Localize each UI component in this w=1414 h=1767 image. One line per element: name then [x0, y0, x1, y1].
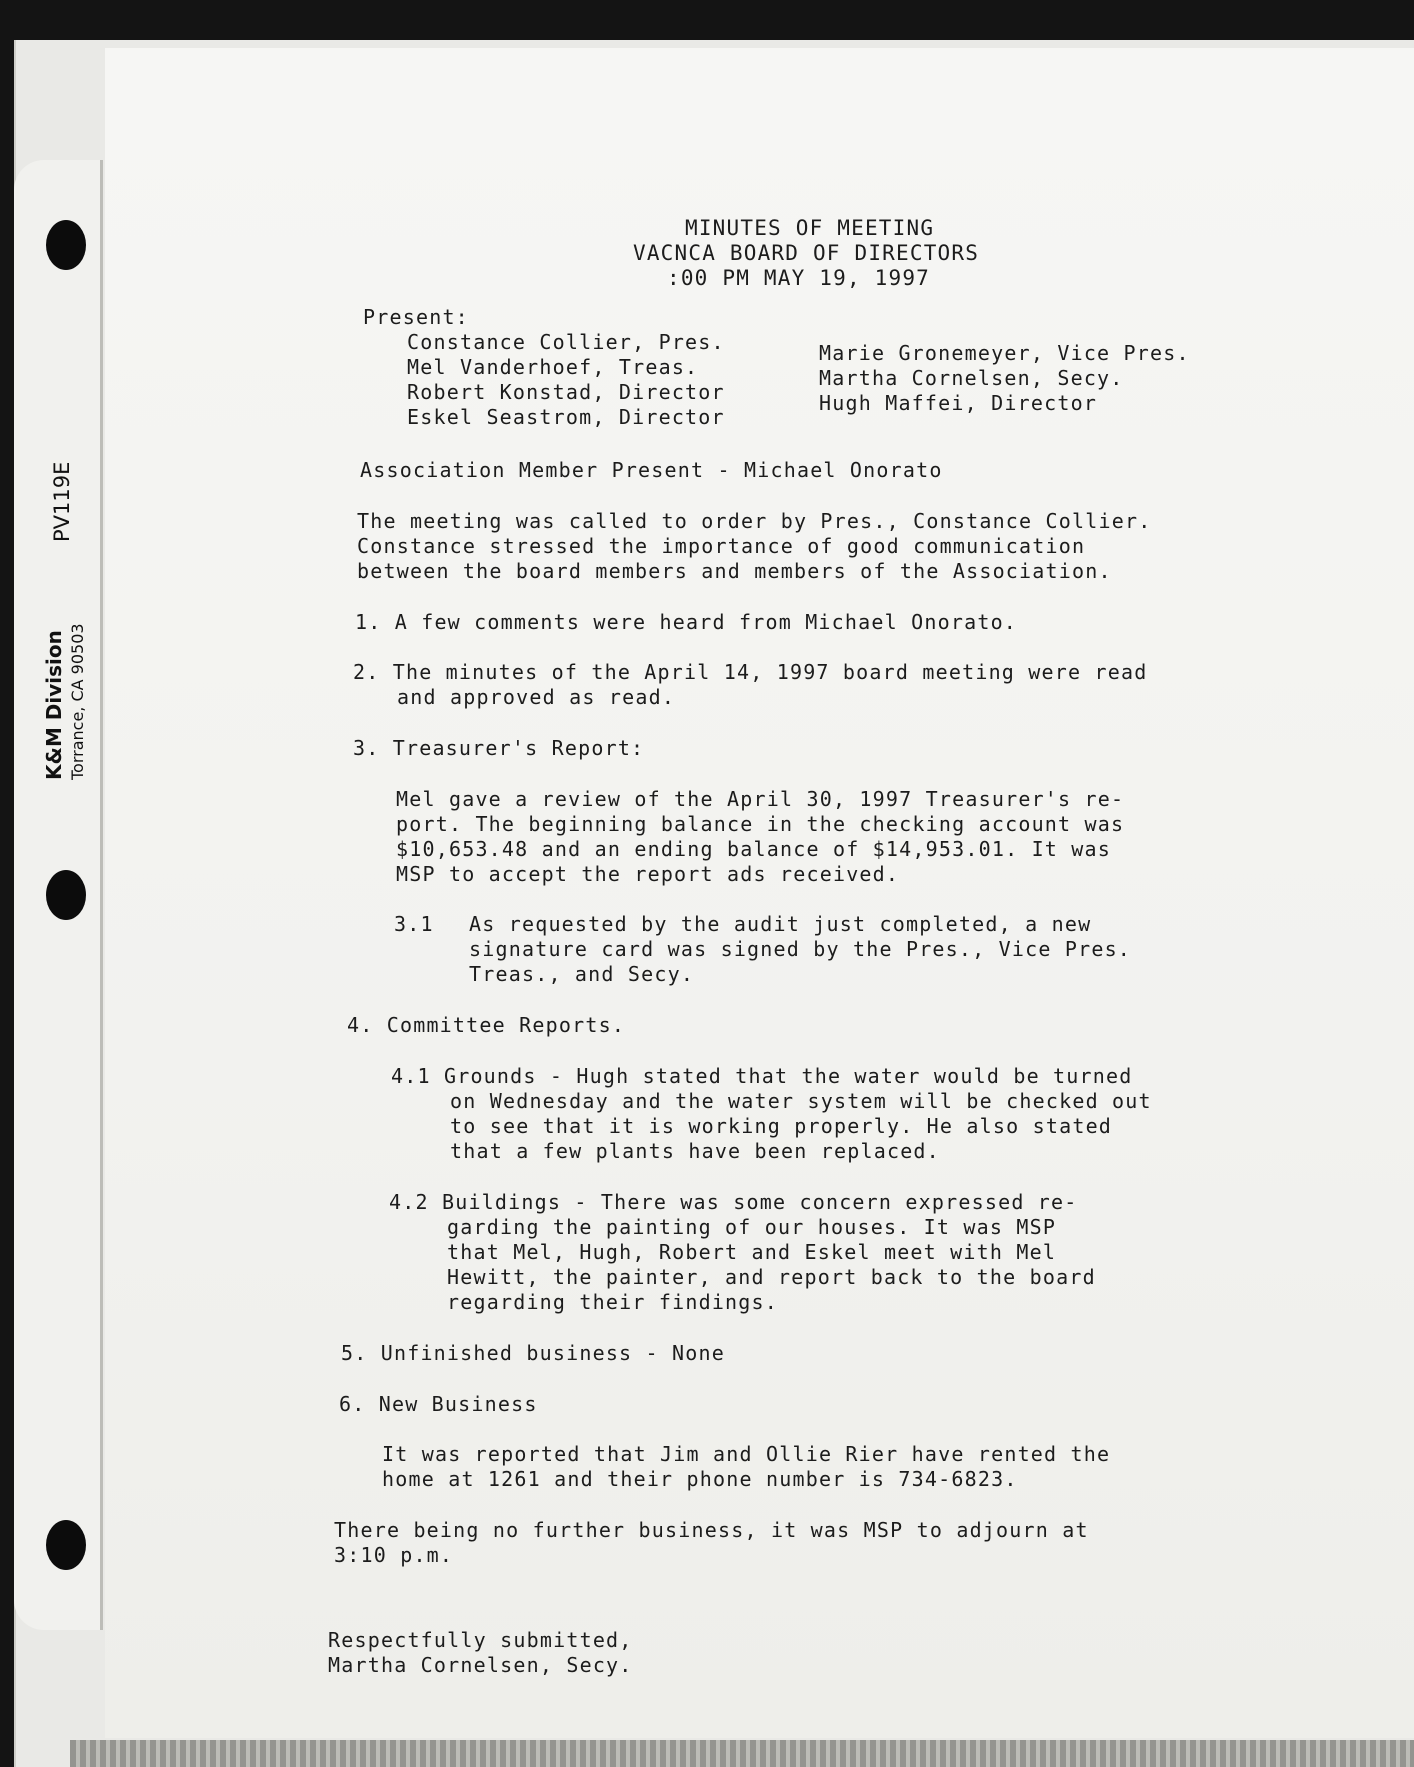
item-3-line-2: port. The beginning balance in the checking account was: [396, 812, 1125, 836]
item-4-2-line-1: 4.2 Buildings - There was some concern expressed re-: [389, 1190, 1078, 1214]
present-right-1: Marie Gronemeyer, Vice Pres.: [819, 341, 1190, 365]
item-5: 5. Unfinished business - None: [341, 1341, 725, 1365]
item-3-1-line-2: signature card was signed by the Pres., Vice Pres.: [469, 937, 1132, 961]
item-3-1-line-1: As requested by the audit just completed, a new: [469, 912, 1092, 936]
header-date: :00 PM MAY 19, 1997: [667, 266, 931, 290]
item-3-1-number: 3.1: [394, 912, 434, 936]
present-left-1: Constance Collier, Pres.: [407, 330, 725, 354]
punch-hole-middle: [46, 870, 86, 920]
item-2-line-1: 2. The minutes of the April 14, 1997 board meeting were read: [353, 660, 1148, 684]
item-4-1-line-4: that a few plants have been replaced.: [450, 1139, 940, 1163]
minutes-document: [105, 48, 1414, 1738]
item-3-1-line-3: Treas., and Secy.: [469, 962, 695, 986]
opening-line-3: between the board members and members of the Association.: [357, 559, 1112, 583]
item-4-1-line-1: 4.1 Grounds - Hugh stated that the water would be turned: [391, 1064, 1133, 1088]
item-4-1-line-2: on Wednesday and the water system will be checked out: [450, 1089, 1152, 1113]
item-4-1-line-3: to see that it is working properly. He also stated: [450, 1114, 1113, 1138]
opening-line-1: The meeting was called to order by Pres., Constance Collier.: [357, 509, 1152, 533]
item-4-heading: 4. Committee Reports.: [347, 1013, 626, 1037]
product-code: PV119E: [50, 461, 74, 542]
present-left-4: Eskel Seastrom, Director: [407, 405, 725, 429]
signature-line-2: Martha Cornelsen, Secy.: [328, 1653, 633, 1677]
header-board: VACNCA BOARD OF DIRECTORS: [633, 241, 980, 265]
present-label: Present:: [363, 305, 469, 329]
sleeve-bottom-edge: [70, 1740, 1414, 1767]
brand-address: Torrance, CA 90503: [68, 623, 87, 780]
signature-line-1: Respectfully submitted,: [328, 1628, 633, 1652]
item-4-2-line-2: garding the painting of our houses. It was MSP: [447, 1215, 1057, 1239]
present-left-3: Robert Konstad, Director: [407, 380, 725, 404]
item-4-2-line-3: that Mel, Hugh, Robert and Eskel meet with Mel: [447, 1240, 1057, 1264]
header-title: MINUTES OF MEETING: [685, 216, 935, 240]
item-3-line-1: Mel gave a review of the April 30, 1997 Treasurer's re-: [396, 787, 1125, 811]
item-6-heading: 6. New Business: [339, 1392, 538, 1416]
closing-line-1: There being no further business, it was MSP to adjourn at: [334, 1518, 1089, 1542]
item-3-heading: 3. Treasurer's Report:: [353, 736, 645, 760]
item-1: 1. A few comments were heard from Michael Onorato.: [355, 610, 1018, 634]
brand-name: K&M Division: [42, 630, 66, 780]
member-present: Association Member Present - Michael Onorato: [360, 458, 943, 482]
item-4-2-line-4: Hewitt, the painter, and report back to the board: [447, 1265, 1096, 1289]
item-6-line-2: home at 1261 and their phone number is 734-6823.: [382, 1467, 1018, 1491]
present-left-2: Mel Vanderhoef, Treas.: [407, 355, 699, 379]
item-4-2-line-5: regarding their findings.: [447, 1290, 779, 1314]
present-right-2: Martha Cornelsen, Secy.: [819, 366, 1124, 390]
product-code-label: [50, 462, 80, 542]
item-2-line-2: and approved as read.: [397, 685, 676, 709]
document-page: [105, 48, 1414, 1738]
item-3-line-3: $10,653.48 and an ending balance of $14,953.01. It was: [396, 837, 1112, 861]
opening-line-2: Constance stressed the importance of good communication: [357, 534, 1086, 558]
item-3-line-4: MSP to accept the report ads received.: [396, 862, 900, 886]
closing-line-2: 3:10 p.m.: [334, 1543, 454, 1567]
present-right-3: Hugh Maffei, Director: [819, 391, 1098, 415]
punch-hole-top: [46, 220, 86, 270]
punch-hole-bottom: [46, 1520, 86, 1570]
item-6-line-1: It was reported that Jim and Ollie Rier have rented the: [382, 1442, 1111, 1466]
